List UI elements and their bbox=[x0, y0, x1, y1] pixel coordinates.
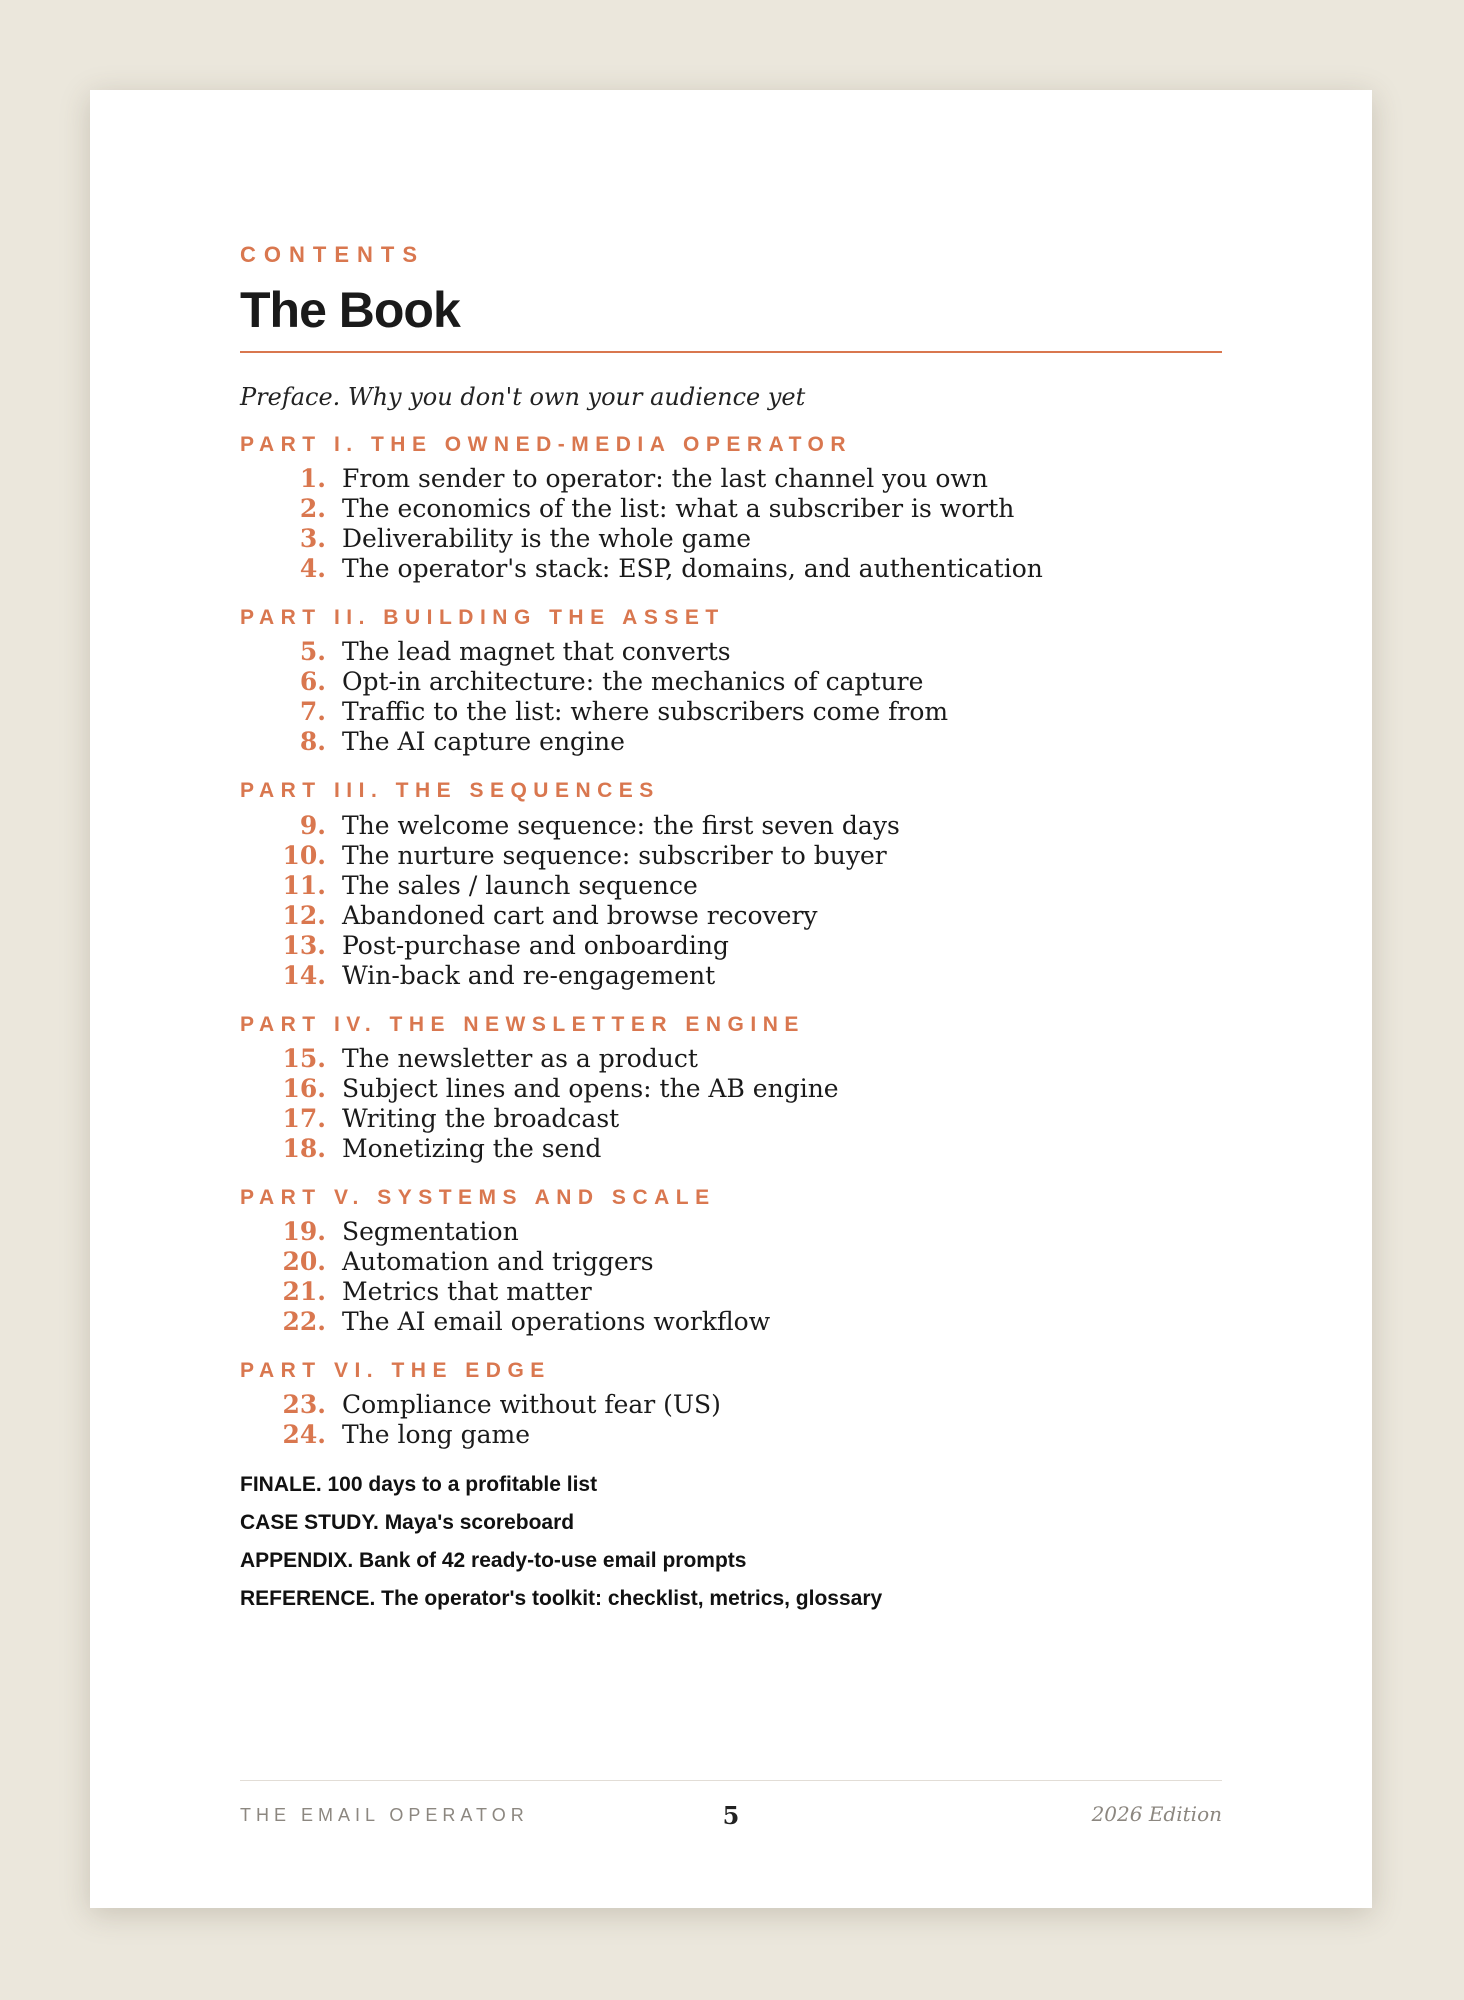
chapter-entry bbox=[240, 841, 1222, 871]
chapter-number: 13. bbox=[282, 930, 326, 960]
chapter-entry bbox=[240, 811, 1222, 841]
chapter-list bbox=[240, 464, 1222, 584]
chapter-entry bbox=[240, 901, 1222, 931]
chapter-title: Win-back and re-engagement bbox=[342, 960, 716, 990]
backmatter-entry: APPENDIX. Bank of 42 ready-to-use email prompts bbox=[240, 1548, 747, 1572]
chapter-entry bbox=[240, 871, 1222, 901]
contents-eyebrow: CONTENTS bbox=[240, 242, 425, 267]
chapter-title: The lead magnet that converts bbox=[342, 637, 731, 667]
chapter-entry bbox=[240, 554, 1222, 584]
chapter-entry bbox=[240, 1044, 1222, 1074]
chapter-entry bbox=[240, 1104, 1222, 1134]
chapter-title: Compliance without fear (US) bbox=[342, 1389, 721, 1419]
chapter-list bbox=[240, 1390, 1222, 1450]
chapter-title: The operator's stack: ESP, domains, and authentication bbox=[342, 554, 1043, 584]
chapter-entry bbox=[240, 667, 1222, 697]
part-title: PART I. THE OWNED-MEDIA OPERATOR bbox=[240, 433, 853, 457]
chapter-title: Writing the broadcast bbox=[342, 1103, 620, 1133]
chapter-entry bbox=[240, 1074, 1222, 1104]
chapter-title: Deliverability is the whole game bbox=[342, 524, 752, 554]
chapter-list bbox=[240, 1044, 1222, 1164]
chapter-entry bbox=[240, 931, 1222, 961]
chapter-number: 14. bbox=[282, 960, 326, 990]
chapter-number: 15. bbox=[282, 1043, 326, 1073]
backmatter-entry: FINALE. 100 days to a profitable list bbox=[240, 1472, 598, 1496]
chapter-number: 19. bbox=[282, 1216, 326, 1246]
chapter-title: Metrics that matter bbox=[342, 1276, 592, 1306]
chapter-entry bbox=[240, 464, 1222, 494]
chapter-number: 12. bbox=[282, 900, 326, 930]
chapter-number: 23. bbox=[282, 1389, 326, 1419]
chapter-title: The nurture sequence: subscriber to buyer bbox=[342, 840, 887, 870]
page-number: 5 bbox=[722, 1801, 740, 1830]
part-section bbox=[240, 433, 1222, 584]
chapter-number: 8. bbox=[299, 727, 326, 757]
chapter-entry bbox=[240, 1134, 1222, 1164]
preface-entry: Preface. Why you don't own your audience yet bbox=[240, 382, 806, 411]
chapter-list bbox=[240, 811, 1222, 991]
parts-list bbox=[240, 433, 1222, 1450]
chapter-title: Subject lines and opens: the AB engine bbox=[342, 1073, 839, 1103]
chapter-number: 18. bbox=[282, 1133, 326, 1163]
backmatter-entry: CASE STUDY. Maya's scoreboard bbox=[240, 1510, 575, 1534]
chapter-title: From sender to operator: the last channel you own bbox=[342, 464, 988, 494]
chapter-number: 21. bbox=[282, 1276, 326, 1306]
chapter-title: The AI email operations workflow bbox=[342, 1306, 771, 1336]
part-title: PART V. SYSTEMS AND SCALE bbox=[240, 1185, 716, 1209]
chapter-number: 7. bbox=[299, 697, 326, 727]
chapter-number: 24. bbox=[282, 1419, 326, 1449]
chapter-entry bbox=[240, 1307, 1222, 1337]
chapter-entry bbox=[240, 637, 1222, 667]
chapter-title: The economics of the list: what a subscriber is worth bbox=[342, 494, 1015, 524]
contents-section bbox=[240, 240, 1222, 1618]
chapter-title: Traffic to the list: where subscribers come from bbox=[342, 697, 949, 727]
chapter-number: 16. bbox=[282, 1073, 326, 1103]
page-footer bbox=[240, 1780, 1222, 1841]
chapter-title: Abandoned cart and browse recovery bbox=[342, 900, 818, 930]
part-title: PART IV. THE NEWSLETTER ENGINE bbox=[240, 1012, 805, 1036]
chapter-title: The AI capture engine bbox=[342, 727, 625, 757]
chapter-title: Post-purchase and onboarding bbox=[342, 930, 729, 960]
chapter-title: The newsletter as a product bbox=[342, 1043, 698, 1073]
chapter-title: The welcome sequence: the first seven days bbox=[342, 810, 900, 840]
footer-edition: 2026 Edition bbox=[1091, 1802, 1222, 1826]
chapter-title: Opt-in architecture: the mechanics of capture bbox=[342, 667, 924, 697]
chapter-title: Automation and triggers bbox=[342, 1246, 654, 1276]
chapter-entry bbox=[240, 1217, 1222, 1247]
title-divider bbox=[240, 351, 1222, 353]
chapter-entry bbox=[240, 524, 1222, 554]
chapter-number: 22. bbox=[282, 1306, 326, 1336]
chapter-entry bbox=[240, 1420, 1222, 1450]
part-title: PART VI. THE EDGE bbox=[240, 1358, 551, 1382]
chapter-list bbox=[240, 1217, 1222, 1337]
chapter-entry bbox=[240, 1390, 1222, 1420]
chapter-title: Monetizing the send bbox=[342, 1133, 602, 1163]
chapter-number: 9. bbox=[299, 810, 326, 840]
backmatter-entry: REFERENCE. The operator's toolkit: checklist, metrics, glossary bbox=[240, 1586, 883, 1610]
chapter-number: 20. bbox=[282, 1246, 326, 1276]
chapter-entry bbox=[240, 961, 1222, 991]
chapter-number: 11. bbox=[282, 870, 326, 900]
part-title: PART III. THE SEQUENCES bbox=[240, 779, 660, 803]
chapter-number: 17. bbox=[282, 1103, 326, 1133]
chapter-title: The sales / launch sequence bbox=[342, 870, 698, 900]
chapter-entry bbox=[240, 494, 1222, 524]
chapter-entry bbox=[240, 697, 1222, 727]
chapter-number: 4. bbox=[299, 554, 326, 584]
chapter-number: 10. bbox=[282, 840, 326, 870]
part-section bbox=[240, 1359, 1222, 1450]
chapter-entry bbox=[240, 1247, 1222, 1277]
chapter-entry bbox=[240, 727, 1222, 757]
part-section bbox=[240, 606, 1222, 757]
page-title: The Book bbox=[240, 282, 460, 338]
chapter-number: 2. bbox=[299, 494, 326, 524]
chapter-number: 3. bbox=[299, 524, 326, 554]
chapter-title: The long game bbox=[342, 1419, 531, 1449]
footer-book-name: THE EMAIL OPERATOR bbox=[240, 1805, 529, 1825]
chapter-title: Segmentation bbox=[342, 1216, 519, 1246]
chapter-list bbox=[240, 637, 1222, 757]
chapter-number: 5. bbox=[299, 637, 326, 667]
chapter-number: 1. bbox=[299, 464, 326, 494]
part-title: PART II. BUILDING THE ASSET bbox=[240, 606, 725, 630]
backmatter-list bbox=[240, 1466, 1222, 1618]
part-section bbox=[240, 779, 1222, 990]
book-page bbox=[90, 90, 1372, 1908]
part-section bbox=[240, 1186, 1222, 1337]
part-section bbox=[240, 1013, 1222, 1164]
chapter-number: 6. bbox=[299, 667, 326, 697]
chapter-entry bbox=[240, 1277, 1222, 1307]
